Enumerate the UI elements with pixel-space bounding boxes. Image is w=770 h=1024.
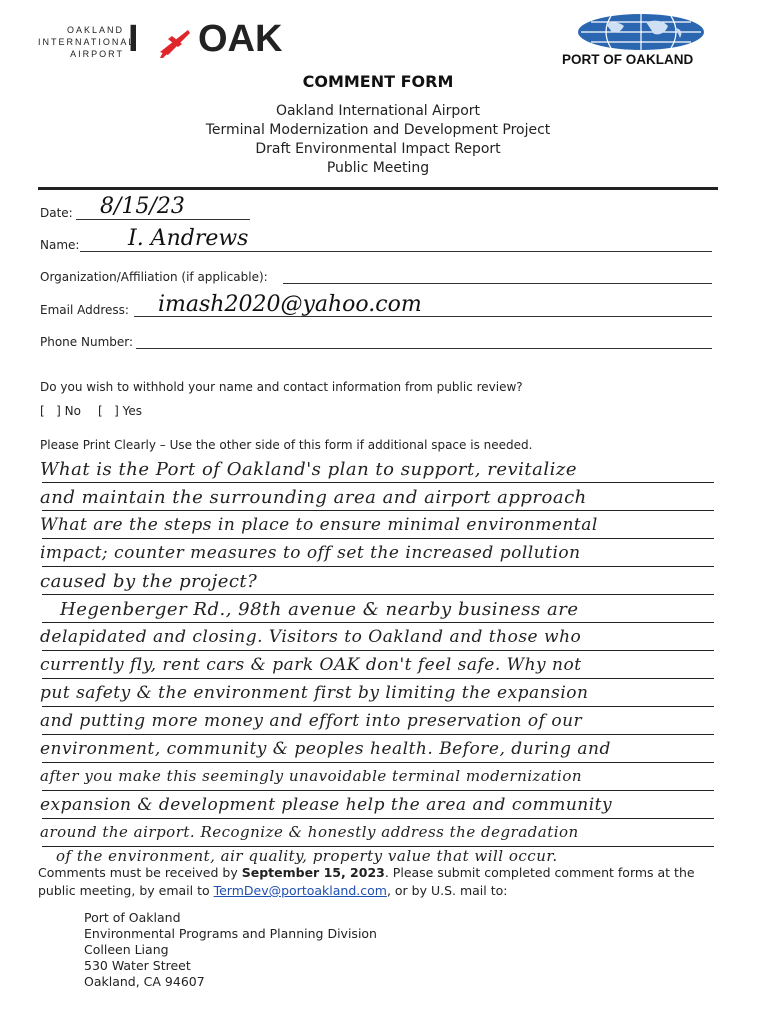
email-link[interactable]: TermDev@portoakland.com (213, 883, 387, 898)
phone-underline (136, 348, 712, 349)
airplane-icon (154, 22, 194, 62)
comment-line-14: around the airport. Recognize & honestly address the degradation (40, 823, 579, 841)
comment-rule (42, 482, 714, 483)
submission-text-a: Comments must be received by (38, 865, 242, 880)
submission-text-d: , or by U.S. mail to: (386, 883, 508, 898)
form-title: COMMENT FORM (302, 72, 454, 91)
subtitle-line-1: Oakland International Airport (275, 103, 481, 119)
submission-line-2 (38, 882, 738, 900)
organization-underline (283, 283, 712, 284)
mailing-address (84, 910, 377, 990)
subtitle-line-3: Draft Environmental Impact Report (255, 141, 501, 157)
comment-line-2: and maintain the surrounding area and airport approach (40, 487, 587, 508)
comment-rule (42, 790, 714, 791)
comment-line-7: delapidated and closing. Visitors to Oakland and those who (40, 627, 582, 647)
comment-rule (42, 818, 714, 819)
address-line-2: Environmental Programs and Planning Division (84, 926, 377, 941)
phone-label: Phone Number: (40, 335, 134, 349)
withhold-no-checkbox[interactable]: [ ] No (40, 404, 81, 418)
date-value[interactable]: 8/15/23 (100, 194, 185, 219)
comment-line-4: impact; counter measures to off set the increased pollution (40, 543, 581, 563)
address-line-3: Colleen Liang (84, 942, 169, 957)
comment-line-13: expansion & development please help the area and community (40, 795, 613, 815)
comment-line-15: of the environment, air quality, property value that will occur. (56, 847, 558, 865)
comment-rule (42, 622, 714, 623)
withhold-yes-checkbox[interactable]: [ ] Yes (98, 404, 142, 418)
address-line-5: Oakland, CA 94607 (84, 974, 205, 989)
comment-line-8: currently fly, rent cars & park OAK don't feel safe. Why not (40, 655, 582, 675)
submission-text-c: public meeting, by email to (38, 883, 214, 898)
instructions-text: Please Print Clearly – Use the other side of this form if additional space is needed. (40, 438, 533, 452)
comment-rule (42, 706, 714, 707)
name-label: Name: (40, 238, 80, 252)
comment-rule (42, 566, 714, 567)
address-line-1: Port of Oakland (84, 910, 181, 925)
address-line-4: 530 Water Street (84, 958, 191, 973)
comment-rule (42, 594, 714, 595)
email-label: Email Address: (40, 303, 129, 317)
header-divider (38, 187, 718, 190)
name-value[interactable]: I. Andrews (128, 226, 249, 251)
comment-line-1: What is the Port of Oakland's plan to support, revitalize (40, 459, 578, 480)
subtitle-line-2: Terminal Modernization and Development Project (205, 122, 551, 138)
deadline-date: September 15, 2023 (241, 865, 385, 880)
oak-logo-line-3: AIRPORT (70, 49, 124, 59)
comment-rule (42, 762, 714, 763)
comment-line-3: What are the steps in place to ensure minimal environmental (40, 515, 598, 535)
comment-rule (42, 538, 714, 539)
comment-rule (42, 650, 714, 651)
date-label: Date: (40, 206, 73, 220)
comment-line-6: Hegenberger Rd., 98th avenue & nearby business are (60, 599, 579, 620)
date-underline (76, 219, 250, 220)
subtitle-line-4: Public Meeting (326, 160, 430, 176)
comment-line-10: and putting more money and effort into preservation of our (40, 711, 583, 731)
comment-line-9: put safety & the environment first by limiting the expansion (40, 683, 589, 703)
submission-line-1 (38, 864, 738, 882)
comment-line-5: caused by the project? (40, 571, 258, 592)
oak-logo-i: I (128, 18, 139, 60)
submission-text-b: . Please submit completed comment forms at the (384, 865, 695, 880)
comment-rule (42, 510, 714, 511)
port-logo-text: PORT OF OAKLAND (562, 52, 694, 67)
withhold-question: Do you wish to withhold your name and contact information from public review? (40, 380, 523, 394)
comment-rule (42, 734, 714, 735)
oak-logo-line-1: OAKLAND (66, 25, 124, 35)
oak-logo-line-2: INTERNATIONAL (38, 37, 136, 47)
port-of-oakland-globe-icon (576, 12, 706, 52)
comment-line-12: after you make this seemingly unavoidable terminal modernization (40, 767, 583, 785)
name-underline (80, 251, 712, 252)
email-value[interactable]: imash2020@yahoo.com (158, 292, 422, 317)
oak-logo-text: OAK (198, 18, 283, 60)
submission-instructions (38, 864, 738, 900)
comment-line-11: environment, community & peoples health. Before, during and (40, 739, 611, 759)
comment-rule (42, 678, 714, 679)
oak-logo-small-text (38, 24, 136, 60)
organization-label: Organization/Affiliation (if applicable): (40, 270, 268, 284)
